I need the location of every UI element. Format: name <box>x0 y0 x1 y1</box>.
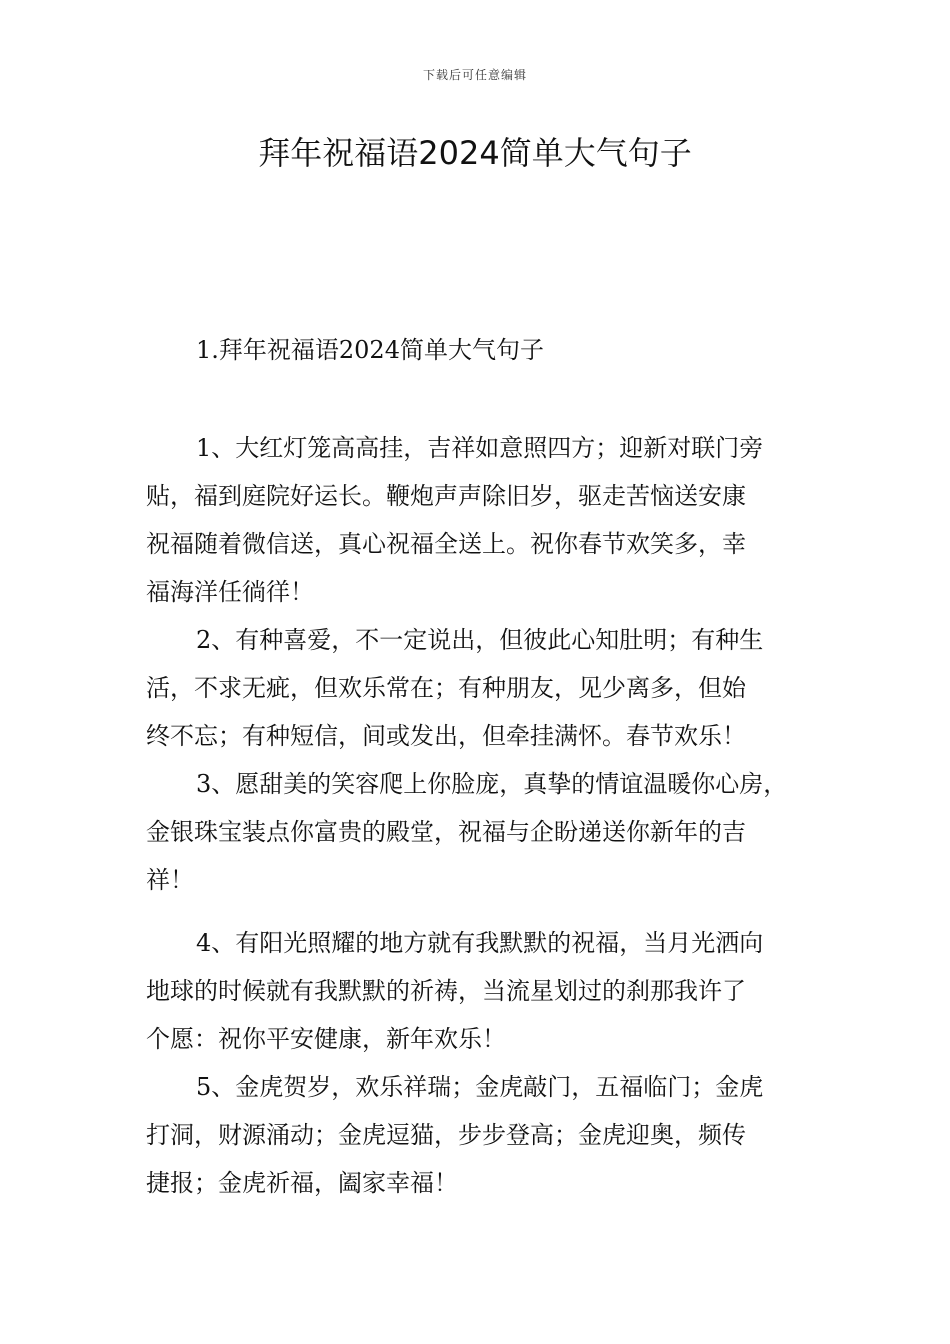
paragraph-line: 个愿：祝你平安健康，新年欢乐！ <box>146 1025 506 1053</box>
paragraph-line: 祥！ <box>146 866 194 894</box>
header-note: 下载后可任意编辑 <box>422 68 527 82</box>
paragraph-line: 金银珠宝装点你富贵的殿堂，祝福与企盼递送你新年的吉 <box>146 818 746 846</box>
paragraph-line: 祝福随着微信送，真心祝福全送上。祝你春节欢笑多，幸 <box>146 530 746 558</box>
paragraph-line: 福海洋任徜徉！ <box>146 578 314 606</box>
paragraph-line: 打洞，财源涌动；金虎逗猫，步步登高；金虎迎奥，频传 <box>146 1121 746 1149</box>
paragraph-line: 5、金虎贺岁，欢乐祥瑞；金虎敲门，五福临门；金虎 <box>196 1073 764 1101</box>
paragraph-line: 贴，福到庭院好运长。鞭炮声声除旧岁，驱走苦恼送安康 <box>146 482 746 510</box>
paragraph-line: 捷报；金虎祈福，阖家幸福！ <box>146 1169 458 1197</box>
section-heading: 1.拜年祝福语2024简单大气句子 <box>196 336 544 364</box>
paragraph-line: 3、愿甜美的笑容爬上你脸庞，真挚的情谊温暖你心房， <box>196 770 788 798</box>
document-title: 拜年祝福语2024简单大气句子 <box>258 134 692 172</box>
paragraph-5 <box>146 1067 826 1211</box>
paragraph-1 <box>146 428 826 620</box>
paragraph-4 <box>146 923 826 1067</box>
paragraph-line: 活，不求无疵，但欢乐常在；有种朋友，见少离多，但始 <box>146 674 746 702</box>
paragraph-line: 1、大红灯笼高高挂，吉祥如意照四方；迎新对联门旁 <box>196 434 764 462</box>
paragraph-3 <box>146 764 826 908</box>
paragraph-line: 4、有阳光照耀的地方就有我默默的祝福，当月光洒向 <box>196 929 764 957</box>
paragraph-2 <box>146 620 826 764</box>
paragraph-line: 地球的时候就有我默默的祈祷，当流星划过的刹那我许了 <box>146 977 746 1005</box>
paragraph-line: 终不忘；有种短信，间或发出，但牵挂满怀。春节欢乐！ <box>146 722 746 750</box>
document-body <box>146 428 826 1211</box>
paragraph-gap <box>146 908 826 923</box>
paragraph-line: 2、有种喜爱，不一定说出，但彼此心知肚明；有种生 <box>196 626 764 654</box>
